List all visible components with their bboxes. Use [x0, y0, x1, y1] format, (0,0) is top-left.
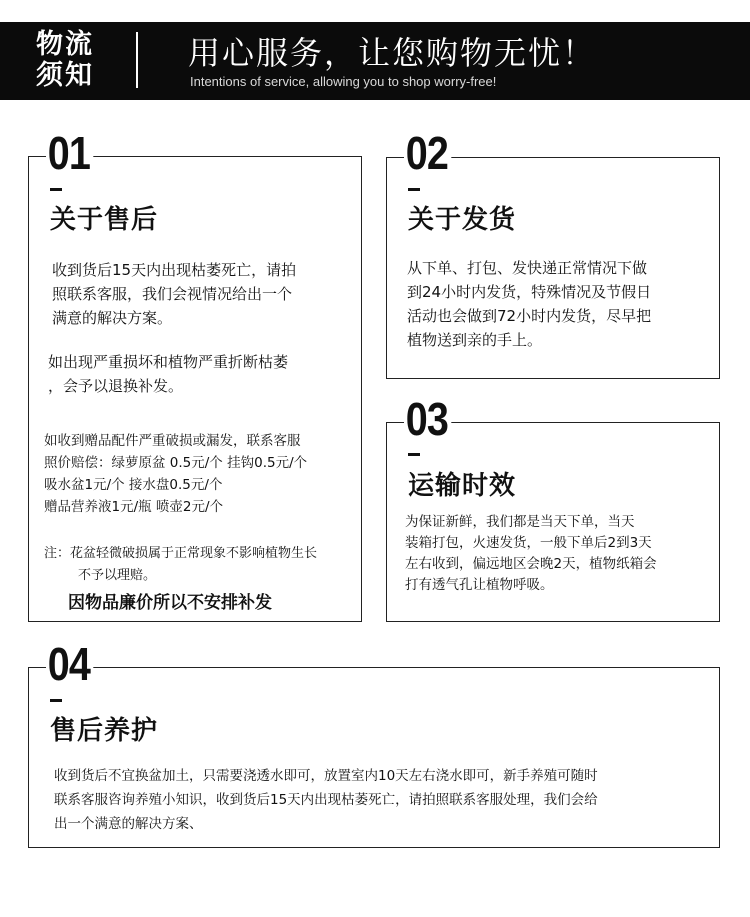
section-01-para2-line: ，会予以退换补发。 — [48, 377, 184, 395]
section-01-para1-line: 收到货后15天内出现枯萎死亡，请拍 — [52, 261, 297, 279]
section-01-para1 — [52, 258, 296, 330]
section-01-para3-line: 赠品营养液1元/瓶 喷壶2元/个 — [44, 499, 224, 515]
section-01-para2-line: 如出现严重损坏和植物严重折断枯萎 — [48, 353, 289, 371]
section-03-number: 03 — [404, 396, 451, 442]
section-04-title: 售后养护 — [50, 716, 159, 746]
section-01-dash — [50, 188, 62, 191]
section-03-title: 运输时效 — [408, 471, 517, 501]
section-03-body — [405, 512, 657, 596]
section-01-title: 关于售后 — [50, 205, 159, 235]
section-01-para3-line: 吸水盆1元/个 接水盘0.5元/个 — [44, 477, 223, 493]
header-label — [36, 29, 114, 91]
section-04-dash — [50, 699, 62, 702]
section-04-line: 联系客服咨询养殖小知识，收到货后15天内出现枯萎死亡，请拍照联系客服处理，我们会给 — [54, 792, 598, 808]
header-label-line2: 须知 — [36, 60, 94, 91]
section-02-body — [407, 256, 651, 352]
header-divider — [136, 32, 138, 88]
header-slogan: 用心服务，让您购物无忧！ — [188, 34, 597, 72]
section-03-line: 左右收到，偏远地区会晚2天，植物纸箱会 — [405, 556, 657, 572]
section-01-para3-line: 如收到赠品配件严重破损或漏发，联系客服 — [44, 433, 301, 449]
section-03-dash — [408, 453, 420, 456]
section-02-dash — [408, 188, 420, 191]
header-label-line1: 物流 — [36, 29, 94, 60]
section-03-line: 为保证新鲜，我们都是当天下单，当天 — [405, 514, 635, 530]
section-01-note-line2: 不予以理赔。 — [78, 568, 157, 583]
section-02-line: 从下单、打包、发快递正常情况下做 — [407, 259, 648, 277]
section-03-line: 打有透气孔让植物呼吸。 — [405, 577, 554, 593]
section-01-para3-line: 照价赔偿：绿萝原盆 0.5元/个 挂钩0.5元/个 — [44, 455, 308, 471]
section-02-number: 02 — [404, 130, 451, 176]
section-01-para1-line: 照联系客服，我们会视情况给出一个 — [52, 285, 293, 303]
section-02-line: 活动也会做到72小时内发货，尽早把 — [407, 307, 652, 325]
section-01-note-bold: 因物品廉价所以不安排补发 — [68, 593, 272, 613]
section-01-note-line1: 注：花盆轻微破损属于正常现象不影响植物生长 — [44, 546, 318, 561]
section-01-number: 01 — [46, 130, 93, 176]
section-04-line: 收到货后不宜换盆加土，只需要浇透水即可，放置室内10天左右浇水即可，新手养殖可随时 — [54, 768, 598, 784]
section-01-para2 — [48, 350, 288, 398]
section-03-line: 装箱打包，火速发货，一般下单后2到3天 — [405, 535, 652, 551]
header-slogan-en: Intentions of service, allowing you to shop worry-free! — [190, 74, 497, 89]
section-01-para3 — [44, 430, 307, 518]
section-02-line: 到24小时内发货，特殊情况及节假日 — [407, 283, 652, 301]
header-banner — [0, 22, 750, 100]
section-02-line: 植物送到亲的手上。 — [407, 331, 543, 349]
section-04-number: 04 — [46, 641, 93, 687]
section-01-para1-line: 满意的解决方案。 — [52, 309, 173, 327]
section-02-title: 关于发货 — [408, 205, 517, 235]
section-04-line: 出一个满意的解决方案、 — [54, 816, 203, 832]
section-04-body — [54, 764, 598, 836]
